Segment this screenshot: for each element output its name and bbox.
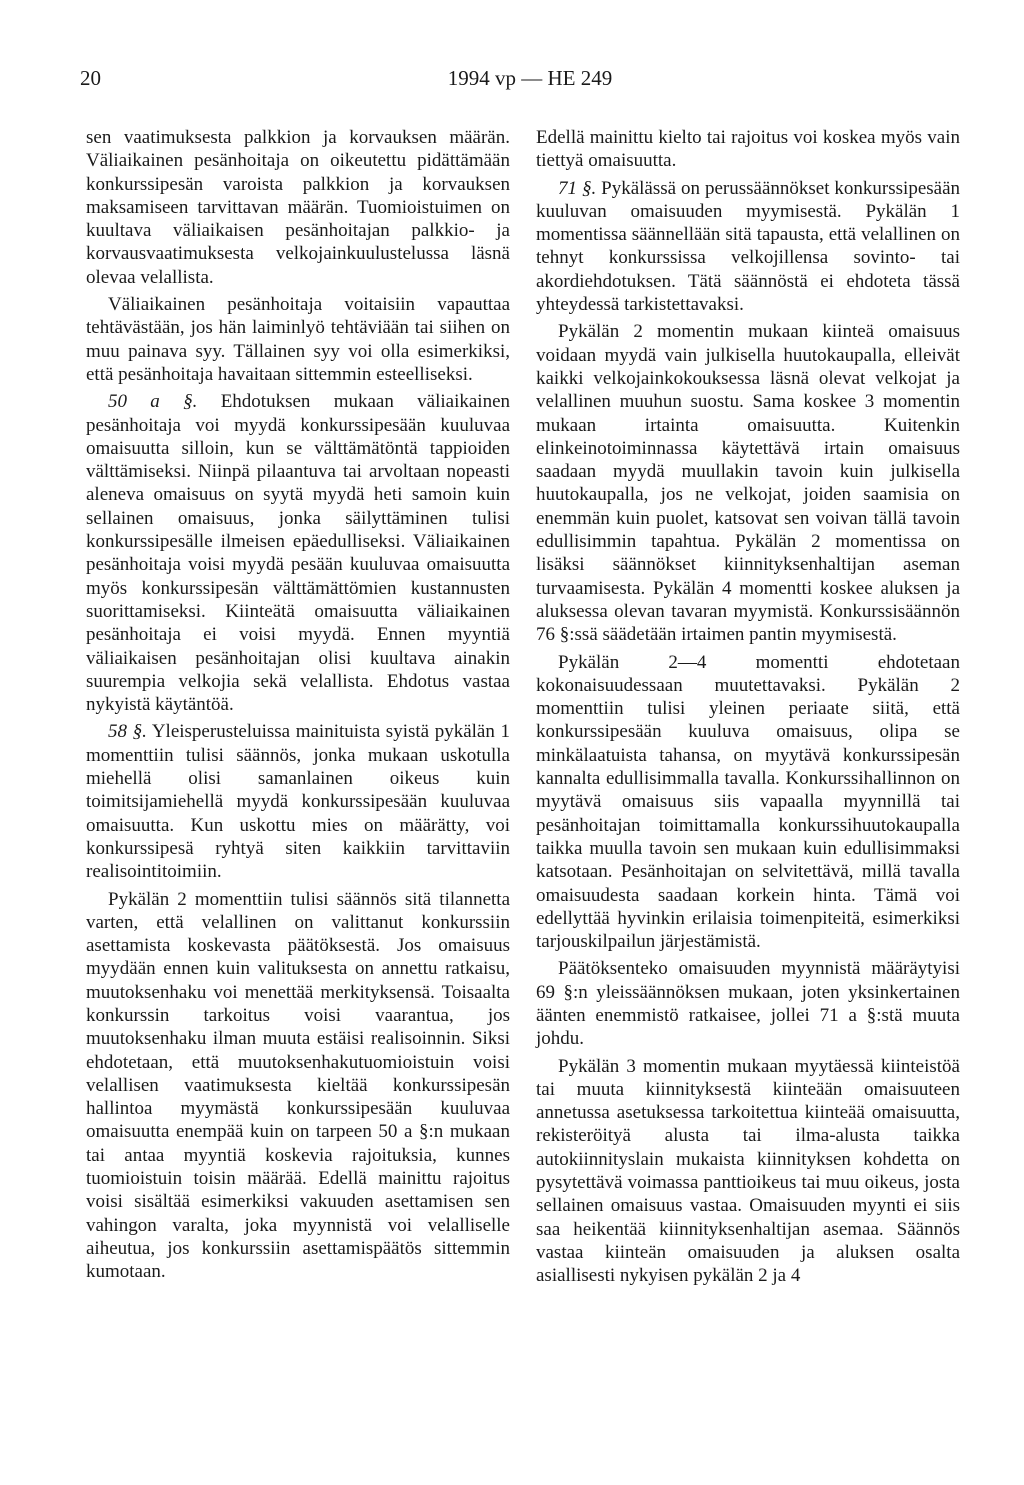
paragraph: [536, 177, 960, 317]
section-label: 71 §.: [558, 177, 597, 199]
paragraph-text: Ehdotuksen mukaan väliaikainen pesänhoitaja voi myydä konkurssipesään kuuluvaa omaisuutta silloin, kun se välttämätöntä tappioiden välttämiseksi. Niinpä pilaantuva tai arvoltaan nopeasti aleneva omaisuus on syytä myydä heti samoin kuin sellainen omaisuus, jonka säilyttäminen tulisi konkurssipesälle ilmeisen epäedulliseksi. Väliaikainen pesänhoitaja voisi myydä pesään kuuluvaa omaisuutta myös konkurssipesän välttämättömien kustannusten suorittamiseksi. Kiinteätä omaisuutta väliaikainen pesänhoitaja ei voisi myydä. Ennen myyntiä väliaikaisen pesänhoitajan olisi kuultava ainakin suurempia velkojia sekä velallista. Ehdotus vastaa nykyistä käytäntöä.: [86, 391, 511, 716]
paragraph: [86, 390, 510, 716]
paragraph: Pykälän 2 momentin mukaan kiinteä omaisuus voidaan myydä vain julkisella huutokaupalla, elleivät kaikki velkojainkokouksessa läsnä olevat velkojat ja velallinen muuhun suostu. Sama koskee 3 momentin mukaan irtainta omaisuutta. Kuitenkin elinkeinotoiminnassa käytettävä irtain omaisuus saadaan myydä muullakin tavoin kuin julkisella huutokaupalla, jos ne velkojat, joiden saamisia on enemmän kuin puolet, katsovat sen voivan tällä tavoin edullisimmin tapahtua. Pykälän 2 momentissa on lisäksi säännökset kiinnityksenhaltijan aseman turvaamisesta. Pykälän 4 momentti koskee aluksen ja aluksessa olevan tavaran myymistä. Konkurssisäännön 76 §:ssä säädetään irtaimen pantin myymisestä.: [536, 321, 960, 646]
paragraph-text: Yleisperusteluissa mainituista syistä pykälän 1 momenttiin tulisi säännös, jonka mukaan uskotulla miehellä olisi samanlainen oikeus kuin toimitsijamiehellä myydä konkurssipesään kuuluvaa omaisuutta. Kun uskottu mies on määrätty, voi konkurssipesä ryhtyä siten kaikkiin tarvittaviin realisointitoimiin.: [86, 721, 510, 883]
page-number: 20: [80, 66, 101, 90]
running-title: 1994 vp — HE 249: [447, 66, 613, 90]
right-column: [536, 126, 960, 1292]
paragraph: Pykälän 3 momentin mukaan myytäessä kiinteistöä tai muuta kiinnityksestä kiinteään omaisuuteen annetussa asetuksessa tarkoitettua kiinteää omaisuutta, rekisteröityä alusta tai ilma-alusta taikka autokiinnityslain mukaista kiinnityksen kohdetta on pysytettävä voimassa panttioikeus tai muu oikeus, josta sellainen omaisuus vastaa. Omaisuuden myynti ei siis saa heikentää kiinnityksenhaltijan asemaa. Säännös vastaa kiinteän omaisuuden ja aluksen osalta asiallisesti nykyisen pykälän 2 ja 4: [536, 1055, 960, 1287]
paragraph: [86, 720, 510, 883]
paragraph: Pykälän 2 momenttiin tulisi säännös sitä tilannetta varten, että velallinen on valittanut konkurssiin asettamista koskevasta päätöksestä. Jos omaisuus myydään ennen kuin valituksesta on annettu ratkaisu, muutoksenhaku voi menettää merkityksensä. Toisaalta konkurssin tarkoitus voisi vaarantua, jos muutoksenhaku ilman muuta estäisi realisoinnin. Siksi ehdotetaan, että muutoksenhakutuomioistuin voisi velallisen vaatimuksesta kieltää konkurssipesän hallintoa myymästä konkurssipesään kuuluvaa omaisuutta enempää kuin on tarpeen 50 a §:n mukaan tai antaa myyntiä koskevia rajoituksia, kunnes tuomioistuin toisin määrää. Edellä mainittu rajoitus voisi sisältää esimerkiksi vakuuden asettamisen sen vahingon varalta, joka myynnistä voi velalliselle aiheutua, jos konkurssiin asettamispäätös sittemmin kumotaan.: [86, 888, 510, 1283]
left-column: [86, 126, 510, 1288]
paragraph-text: Pykälässä on perussäännökset konkurssipesään kuuluvan omaisuuden myymisestä. Pykälän 1 momentissa säännellään sitä tapausta, että velallinen on tehnyt konkurssissa velkojillensa sovinto- tai akordiehdotuksen. Tätä säännöstä ei ehdoteta tässä yhteydessä tarkistettavaksi.: [536, 177, 961, 316]
paragraph: Edellä mainittu kielto tai rajoitus voi koskea myös vain tiettyä omaisuutta.: [536, 127, 960, 172]
section-label: 50 a §.: [108, 391, 198, 413]
page-header: [80, 66, 980, 98]
paragraph: Väliaikainen pesänhoitaja voitaisiin vapauttaa tehtävästään, jos hän laiminlyö tehtäviään tai siihen on muu painava syy. Tällainen syy voi olla esimerkiksi, että pesänhoitaja havaitaan sittemmin esteelliseksi.: [86, 294, 510, 385]
section-label: 58 §.: [108, 721, 147, 743]
paragraph: Päätöksenteko omaisuuden myynnistä määräytyisi 69 §:n yleissäännöksen mukaan, joten yksinkertainen äänten enemmistö ratkaisee, jollei 71 a §:stä muuta johdu.: [536, 958, 960, 1050]
paragraph: sen vaatimuksesta palkkion ja korvauksen määrän. Väliaikainen pesänhoitaja on oikeutettu pidättämään konkurssipesän varoista palkkion ja korvauksen maksamiseen tarvittavan määrän. Tuomioistuimen on kuultava väliaikaisen pesänhoitajan palkkio- ja korvausvaatimuksesta velkojainkuulustelussa läsnä olevaa velallista.: [86, 127, 510, 288]
paragraph: Pykälän 2—4 momentti ehdotetaan kokonaisuudessaan muutettavaksi. Pykälän 2 momenttiin tulisi yleinen periaate siitä, että konkurssipesään kuuluva omaisuus, olipa se minkälaatuista tahansa, on myytävä konkurssipesän kannalta edullisimmalla tavalla. Konkurssihallinnon on myytävä omaisuus siis vapaalla myynnillä tai pesänhoitajan toimittamalla konkurssihuutokaupalla taikka muulla tavoin sen mukaan kuin edullisimmaksi katsotaan. Pesänhoitajan on selvitettävä, millä tavalla omaisuudesta saadaan korkein hinta. Tämä voi edellyttää hyvinkin erilaisia toimenpiteitä, esimerkiksi tarjouskilpailun järjestämistä.: [536, 651, 960, 953]
